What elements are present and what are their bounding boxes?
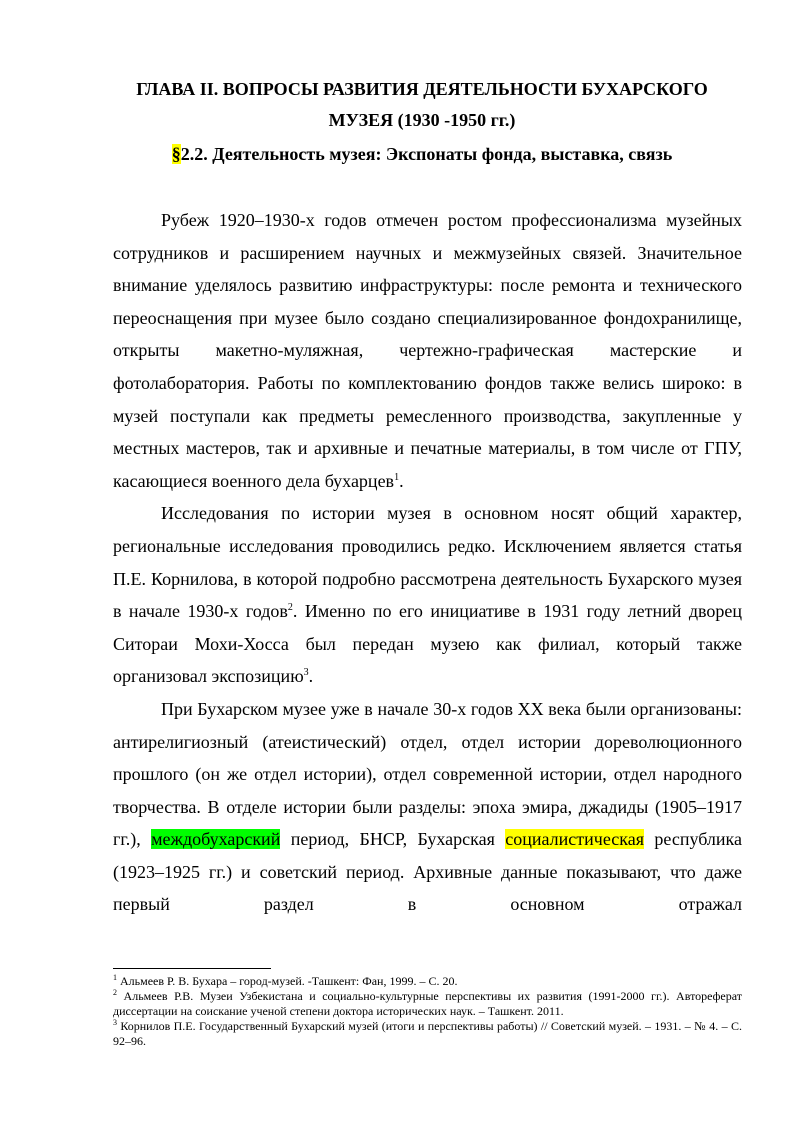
footnote-2 <box>113 989 742 1019</box>
footnote-text: Корнилов П.Е. Государственный Бухарский музей (итоги и перспективы работы) // Советский музей. – 1931. – № 4. – С. 92–96. <box>113 1019 742 1048</box>
footnote-number: 1 <box>113 973 117 982</box>
section-mark-highlight: § <box>171 144 181 164</box>
footnote-3 <box>113 1019 742 1049</box>
yellow-highlight: социалистическая <box>505 829 644 850</box>
footnote-separator <box>113 968 271 969</box>
paragraph-3-text-c: республика (1923–1925 гг.) и советский период. Архивные данные показывают, что даже первый раздел в основном отражал <box>113 829 742 915</box>
paragraph-2-end: . <box>308 666 314 687</box>
chapter-title-line-2: МУЗЕЯ (1930 -1950 гг.) <box>328 110 516 130</box>
paragraph-1 <box>113 204 742 497</box>
paragraph-3 <box>113 693 742 921</box>
paragraph-2-text-a: Исследования по истории музея в основном носят общий характер, региональные исследования проводились редко. Исключением является статья П.Е. Корнилова, в которой подробно рассмотрена деятельность Бухарского музея в начале 1930-х годов <box>113 503 742 622</box>
chapter-title-line-1: ГЛАВА II. ВОПРОСЫ РАЗВИТИЯ ДЕЯТЕЛЬНОСТИ БУХАРСКОГО <box>136 79 708 99</box>
footnote-number: 3 <box>113 1018 117 1027</box>
paragraph-3-text-b: период, БНСР, Бухарская <box>280 829 506 850</box>
footnote-text: Альмеев Р. В. Бухара – город-музей. -Ташкент: Фан, 1999. – С. 20. <box>117 974 458 988</box>
paragraph-2-text-b: . Именно по его инициативе в 1931 году летний дворец Ситораи Мохи-Хосса был передан музею как филиал, который также организовал экспозицию <box>113 601 742 687</box>
paragraph-1-text: Рубеж 1920–1930-х годов отмечен ростом профессионализма музейных сотрудников и расширением научных и межмузейных связей. Значительное внимание уделялось развитию инфраструктуры: после ремонта и технического переоснащения при музее было создано специализированное фондохранилище, открыты макетно-муляжная, чертежно-графическая мастерские и фотолаборатория. Работы по комплектованию фондов также велись широко: в музей поступали как предметы ремесленного производства, закупленные у местных мастеров, так и архивные и печатные материалы, в том числе от ГПУ, касающиеся военного дела бухарцев <box>113 210 742 491</box>
paragraph-3-text-a: При Бухарском музее уже в начале 30-х годов XX века были организованы: антирелигиозный (атеистический) отдел, отдел истории дореволюционного прошлого (он же отдел истории), отдел современной истории, отдел народного творчества. В отделе истории были разделы: эпоха эмира, джадиды (1905–1917 гг.), <box>113 698 742 850</box>
footnote-ref-3: 3 <box>303 667 309 679</box>
green-highlight: междобухарский <box>151 829 281 850</box>
footnote-1 <box>113 974 742 989</box>
footnote-number: 2 <box>113 988 117 997</box>
footnote-ref-1: 1 <box>394 471 400 483</box>
paragraph-2 <box>113 497 742 693</box>
footnotes <box>113 974 742 1049</box>
footnote-ref-2: 2 <box>287 602 293 614</box>
paragraph-1-end: . <box>399 470 404 491</box>
section-title <box>100 144 744 165</box>
section-title-text: 2.2. Деятельность музея: Экспонаты фонда, выставка, связь <box>180 144 673 164</box>
body-text <box>113 204 742 921</box>
footnote-text: Альмеев Р.В. Музеи Узбекистана и социально-культурные перспективы их развития (1991-2000 гг.). Автореферат диссертации на соискание ученой степени доктора исторических наук. – Ташкент. 2011. <box>113 989 742 1018</box>
